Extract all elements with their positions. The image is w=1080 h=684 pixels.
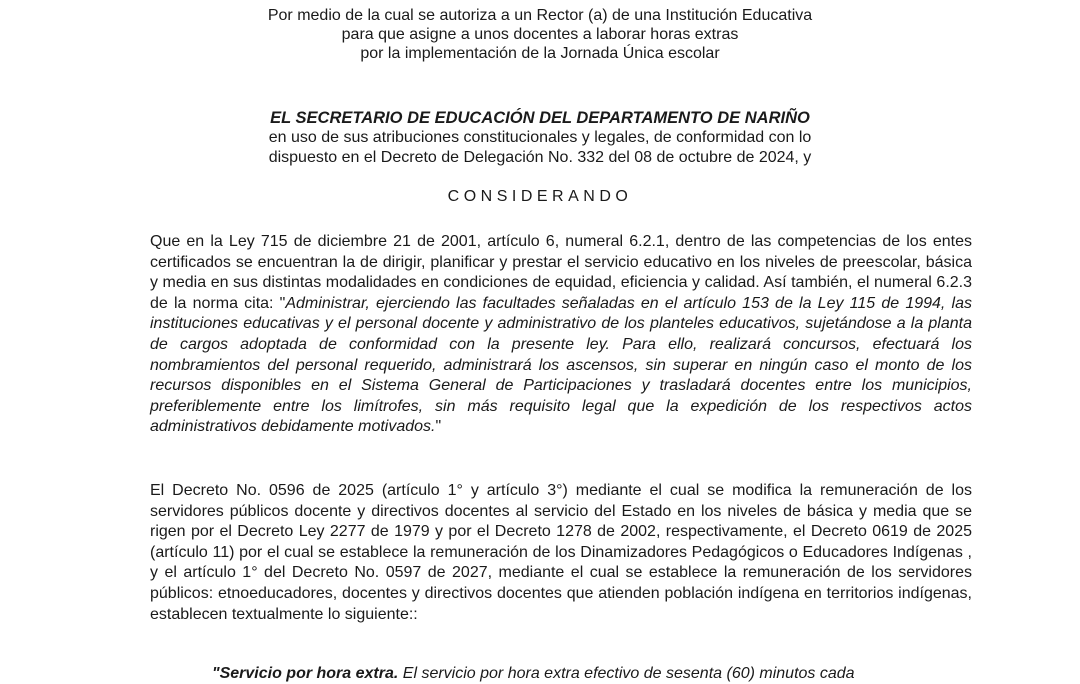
authority-title: EL SECRETARIO DE EDUCACIÓN DEL DEPARTAMENTO DE NARIÑO <box>270 109 810 127</box>
authority-line-2: dispuesto en el Decreto de Delegación No. 332 del 08 de octubre de 2024, y <box>268 149 812 166</box>
quote-text: El servicio por hora extra efectivo de sesenta (60) minutos cada <box>398 665 855 682</box>
quote-heading: "Servicio por hora extra. <box>212 665 399 682</box>
paragraph-ley-715-quote: Administrar, ejerciendo las facultades señaladas en el artículo 153 de la Ley 115 de 1994, las instituciones educativas y el personal docente y administrativo de los planteles educativos, sujetándose a la planta de cargos adoptada de conformidad con la presente ley. Para ello, realizará concursos, efectuará los nombramientos del personal requerido, administrará los ascensos, sin superar en ningún caso el monto de los recursos disponibles en el Sistema General de Participaciones y trasladará docentes entre los municipios, preferiblemente entre los limítrofes, sin más requisito legal que la expedición de los respectivos actos administrativos debidamente motivados. <box>150 294 972 436</box>
authority-line-1: en uso de sus atribuciones constitucionales y legales, de conformidad con lo <box>268 129 812 146</box>
paragraph-decreto-0596: El Decreto No. 0596 de 2025 (artículo 1° y artículo 3°) mediante el cual se modifica la remuneración de los servidores públicos docente y directivos docentes al servicio del Estado en los niveles de básica y media que se rigen por el Decreto Ley 2277 de 1979 y por el Decreto 1278 de 2002, respectivamente, el Decreto 0619 de 2025 (artículo 11) por el cual se establece la remuneración de los Dinamizadores Pedagógicos o Educadores Indígenas , y el artículo 1° del Decreto No. 0597 de 2027, mediante el cual se establece la remuneración de los servidores públicos: etnoeducadores, docentes y directivos docentes que atienden población indígena en territorios indígenas, establecen textualmente lo siguiente:: <box>150 482 972 623</box>
paragraph-ley-715-text: Que en la Ley 715 de diciembre 21 de 2001, artículo 6, numeral 6.2.1, dentro de las competencias de los entes certificados se encuentran la de dirigir, planificar y prestar el servicio educativo en los niveles de preescolar, básica y media en sus distintas modalidades en condiciones de equidad, eficiencia y calidad. Así también, el numeral 6.2.3 de la norma cita: " <box>150 233 972 312</box>
subject-line-1: Por medio de la cual se autoriza a un Rector (a) de una Institución Educativa <box>267 7 813 24</box>
authority-block <box>0 108 1080 168</box>
resolution-subject <box>0 6 1080 63</box>
subject-line-3: por la implementación de la Jornada Única escolar <box>360 45 720 62</box>
paragraph-ley-715 <box>150 232 972 438</box>
considerando-heading: CONSIDERANDO <box>447 188 633 205</box>
subject-line-2: para que asigne a unos docentes a laborar horas extras <box>341 26 739 43</box>
paragraph-ley-715-close: " <box>435 418 442 436</box>
quote-servicio-hora-extra <box>212 664 982 684</box>
